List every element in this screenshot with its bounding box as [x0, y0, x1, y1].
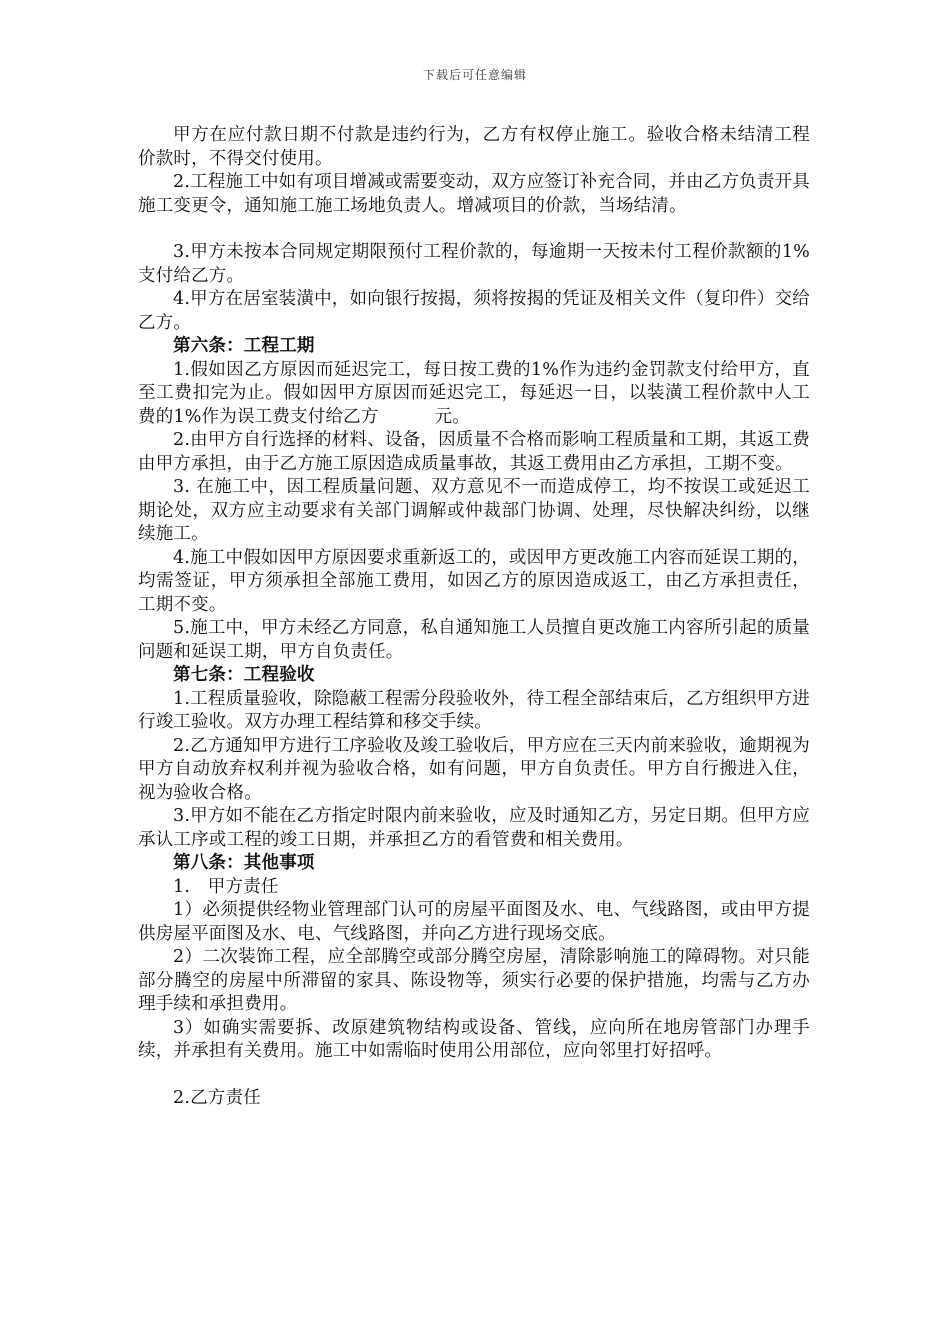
- page-header: 下载后可任意编辑: [422, 68, 527, 82]
- paragraph-structure-change: 3）如确实需要拆、改原建筑物结构或设备、管线，应向所在地房管部门办理手续，并承担有关费用。施工中如需临时使用公用部位，应向邻里打好招呼。: [138, 1017, 810, 1061]
- delay-penalty-suffix: 元。: [434, 406, 470, 427]
- document-body: [138, 124, 810, 1110]
- paragraph-unauthorized-change: 5.施工中，甲方未经乙方同意，私自通知施工人员擅自更改施工内容所引起的质量问题和延误工期，甲方自负责任。: [138, 618, 810, 662]
- paragraph-clear-house: 2）二次装饰工程，应全部腾空或部分腾空房屋，清除影响施工的障碍物。对只能部分腾空的房屋中所滞留的家具、陈设物等，须实行必要的保护措施，均需与乙方办理手续和承担费用。: [138, 947, 810, 1014]
- paragraph-payment-default: 甲方在应付款日期不付款是违约行为，乙方有权停止施工。验收合格未结清工程价款时，不得交付使用。: [138, 125, 810, 169]
- paragraph-quality-acceptance: 1.工程质量验收，除隐蔽工程需分段验收外，待工程全部结束后，乙方组织甲方进行竣工验收。双方办理工程结算和移交手续。: [138, 688, 810, 732]
- paragraph-rework: 4.施工中假如因甲方原因要求重新返工的，或因甲方更改施工内容而延误工期的，均需签证，甲方须承担全部施工费用，如因乙方的原因造成返工，由乙方承担责任，工期不变。: [138, 547, 810, 615]
- section-heading-article-8: 第八条：其他事项: [173, 853, 315, 873]
- paragraph-floor-plan: 1）必须提供经物业管理部门认可的房屋平面图及水、电、气线路图，或由甲方提供房屋平面图及水、电、气线路图，并向乙方进行现场交底。: [138, 900, 810, 944]
- delay-penalty-text: 1.假如因乙方原因而延迟完工，每日按工费的1%作为违约金罚款支付给甲方，直至工费扣完为止。假如因甲方原因而延迟完工，每延迟一日，以装潢工程价款中人工费的1%作为误工费支付给乙方: [138, 359, 810, 427]
- paragraph-delay-penalty: [138, 359, 810, 430]
- paragraph-party-b-duty: 2.乙方责任: [173, 1087, 261, 1108]
- paragraph-dispute: 3. 在施工中，因工程质量问题、双方意见不一而造成停工，均不按误工或延迟工期论处，双方应主动要求有关部门调解或仲裁部门协调、处理，尽快解决纠纷，以继续施工。: [138, 477, 810, 544]
- paragraph-material-quality: 2.由甲方自行选择的材料、设备，因质量不合格而影响工程质量和工期，其返工费由甲方承担，由于乙方施工原因造成质量事故，其返工费用由乙方承担，工期不变。: [138, 430, 810, 474]
- section-heading-article-6: 第六条：工程工期: [173, 336, 315, 356]
- paragraph-late-prepayment: 3.甲方未按本合同规定期限预付工程价款的，每逾期一天按未付工程价款额的1%支付给乙方。: [138, 242, 810, 286]
- section-heading-article-7: 第七条：工程验收: [173, 665, 315, 685]
- paragraph-acceptance-delay: 3.甲方如不能在乙方指定时限内前来验收，应及时通知乙方，另定日期。但甲方应承认工序或工程的竣工日期，并承担乙方的看管费和相关费用。: [138, 806, 810, 850]
- paragraph-project-change: 2.工程施工中如有项目增减或需要变动，双方应签订补充合同，并由乙方负责开具施工变更令，通知施工施工场地负责人。增减项目的价款，当场结清。: [138, 172, 810, 216]
- paragraph-party-a-duty: 1. 甲方责任: [173, 876, 279, 897]
- paragraph-acceptance-notice: 2.乙方通知甲方进行工序验收及竣工验收后，甲方应在三天内前来验收，逾期视为甲方自动放弃权利并视为验收合格，如有问题，甲方自负责任。甲方自行搬进入住，视为验收合格。: [138, 735, 810, 803]
- paragraph-mortgage: 4.甲方在居室装潢中，如向银行按揭，须将按揭的凭证及相关文件（复印件）交给乙方。: [138, 289, 810, 333]
